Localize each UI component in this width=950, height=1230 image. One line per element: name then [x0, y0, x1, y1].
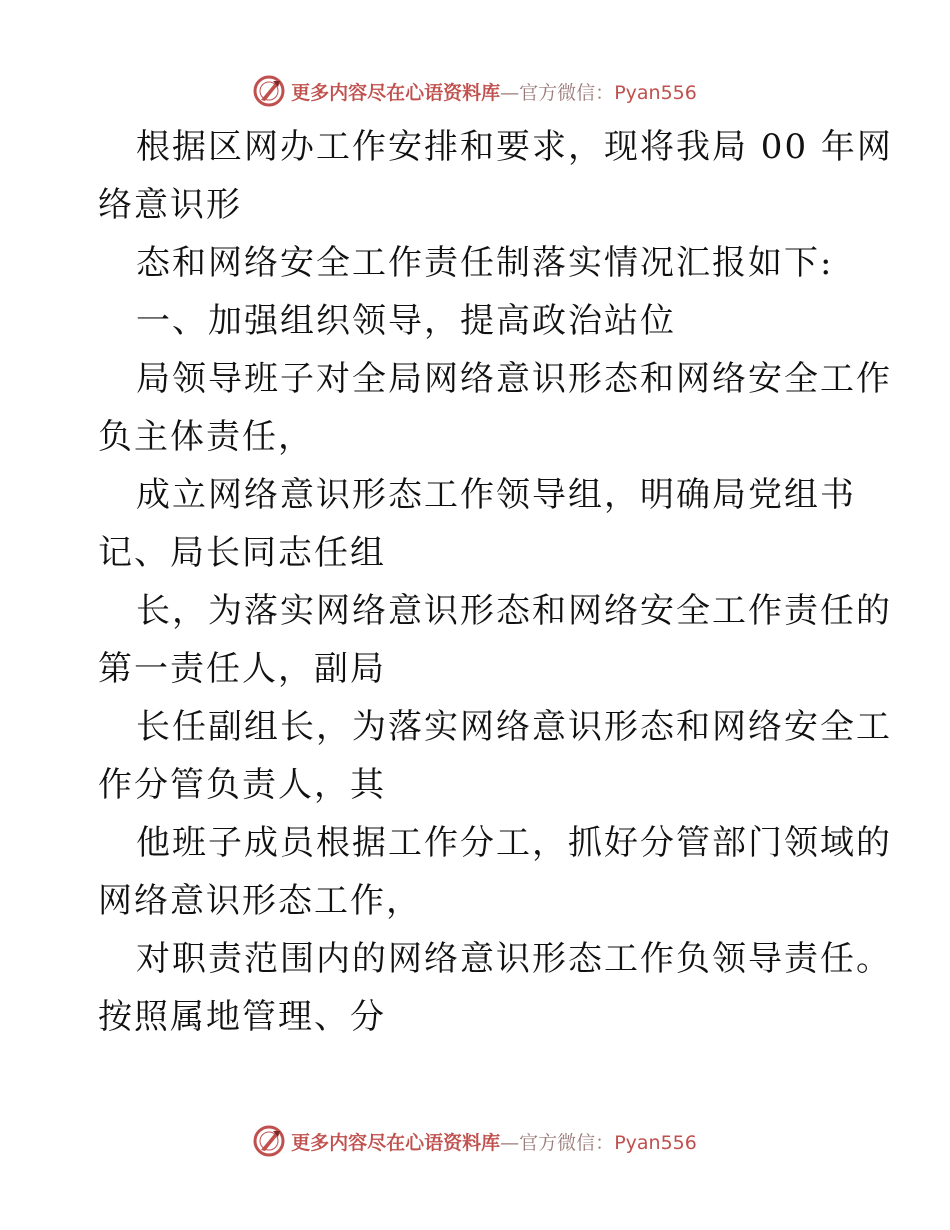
- header-banner-rest: 官方微信：: [519, 81, 615, 104]
- section-heading: 一、加强组织领导，提高政治站位: [136, 301, 676, 341]
- footer-banner: [0, 1120, 950, 1162]
- paragraph-line: 长任副组长，为落实网络意识形态和网络安全工: [136, 707, 892, 747]
- footer-banner-text: [291, 1128, 697, 1155]
- paragraph-line: 作分管负责人，其: [98, 765, 386, 805]
- header-banner: [0, 70, 950, 112]
- header-banner-lead: 更多内容尽在心语资料库: [291, 81, 501, 104]
- header-banner-separator: —: [500, 81, 520, 104]
- footer-banner-lead: 更多内容尽在心语资料库: [291, 1131, 501, 1154]
- paragraph-line: 络意识形: [98, 185, 242, 225]
- footer-banner-rest: 官方微信：: [519, 1131, 615, 1154]
- paragraph-line: 记、局长同志任组: [98, 533, 386, 573]
- paragraph-line: 第一责任人，副局: [98, 649, 386, 689]
- paragraph-line: 按照属地管理、分: [98, 997, 386, 1037]
- quill-logo-icon: [253, 75, 285, 107]
- paragraph-line: 网络意识形态工作，: [98, 881, 422, 921]
- paragraph-line: 负主体责任，: [98, 417, 314, 457]
- paragraph-line: 局领导班子对全局网络意识形态和网络安全工作: [136, 359, 892, 399]
- footer-banner-separator: —: [500, 1131, 520, 1154]
- document-body: [98, 118, 893, 1046]
- paragraph-line: 长，为落实网络意识形态和网络安全工作责任的: [136, 591, 892, 631]
- header-banner-wechat-id: Pyan556: [614, 81, 697, 104]
- header-banner-text: [291, 78, 697, 105]
- paragraph-line: 他班子成员根据工作分工，抓好分管部门领域的: [136, 823, 892, 863]
- paragraph-line: 成立网络意识形态工作领导组，明确局党组书: [136, 475, 856, 515]
- paragraph-line: 态和网络安全工作责任制落实情况汇报如下:: [136, 243, 834, 283]
- paragraph-line: 根据区网办工作安排和要求，现将我局 00 年网: [136, 127, 893, 167]
- footer-banner-wechat-id: Pyan556: [614, 1131, 697, 1154]
- paragraph-line: 对职责范围内的网络意识形态工作负领导责任。: [136, 939, 892, 979]
- quill-logo-icon: [253, 1125, 285, 1157]
